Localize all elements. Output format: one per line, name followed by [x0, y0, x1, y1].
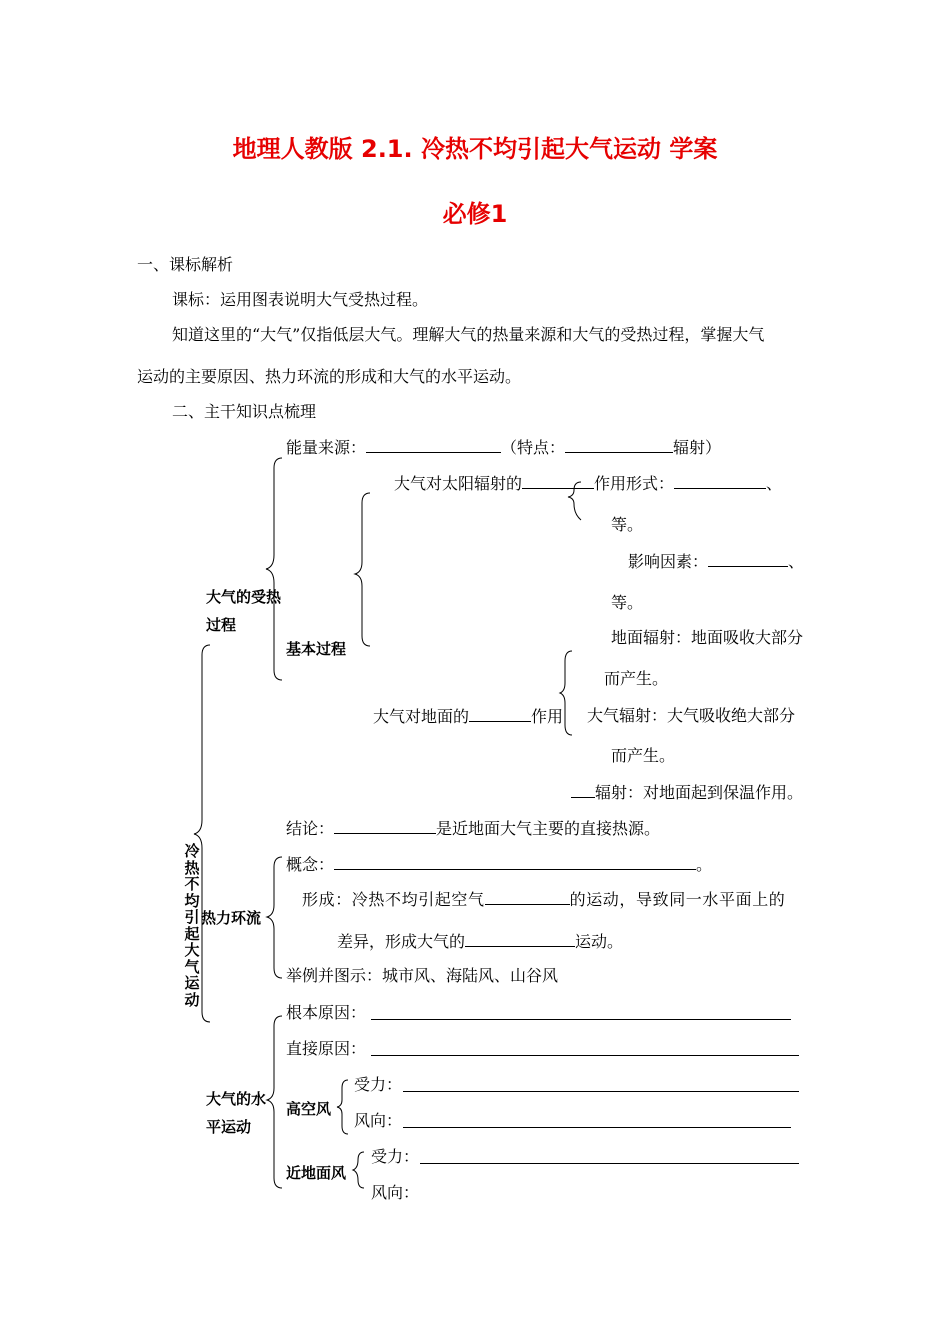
section-heading-1: 一、课标解析: [137, 255, 234, 274]
root-label: 冷热不均引起大气运动: [184, 842, 200, 1009]
formation-suffix: 的运动，导致同一水平面上的: [569, 890, 786, 909]
direct-cause-label: 直接原因：: [286, 1039, 367, 1058]
energy-feature-suffix: 辐射）: [673, 438, 722, 457]
curriculum-standard: 课标：运用图表说明大气受热过程。: [172, 290, 429, 309]
horizontal-label: 大气的水平运动: [206, 1090, 267, 1136]
brace-surface-wind: [353, 1152, 364, 1188]
formation-prefix: 形成：冷热不均引起空气: [302, 890, 485, 909]
concept-suffix: 。: [696, 855, 713, 874]
ground-effect-blank[interactable]: [469, 706, 531, 722]
surface-wind-label: 近地面风: [286, 1164, 347, 1182]
concept-line: [286, 854, 712, 875]
circulation-label: 热力环流: [201, 909, 262, 927]
solar-form-comma: 、: [766, 474, 783, 493]
conclusion-line: [286, 818, 660, 839]
solar-effect-suffix: 作用形式：: [594, 474, 675, 493]
section-heading-2: 二、主干知识点梳理: [172, 402, 317, 421]
upper-direction-blank[interactable]: [403, 1127, 791, 1128]
intro-paragraph-line1: 知道这里的“大气”仅指低层大气。理解大气的热量来源和大气的受热过程，掌握大气: [172, 325, 765, 344]
atmo-radiation-line1: 大气辐射：大气吸收绝大部分: [587, 706, 796, 725]
difference-blank[interactable]: [465, 931, 575, 947]
ground-radiation-line2: 而产生。: [604, 669, 669, 688]
difference-prefix: 差异，形成大气的: [337, 932, 466, 951]
factors-line: [628, 551, 804, 572]
upper-force-blank[interactable]: [403, 1091, 799, 1092]
counter-radiation-text: 辐射：对地面起到保温作用。: [595, 783, 804, 802]
basic-process-label: 基本过程: [286, 640, 347, 658]
difference-suffix: 运动。: [575, 932, 624, 951]
root-cause-label: 根本原因：: [286, 1003, 367, 1022]
page-title-line2: 必修1: [442, 200, 508, 228]
root-cause-blank[interactable]: [371, 1019, 791, 1020]
atmo-radiation-line2: 而产生。: [611, 746, 676, 765]
solar-effect-blank[interactable]: [522, 473, 594, 489]
surface-force-label: 受力：: [371, 1147, 420, 1166]
difference-line: [337, 931, 623, 952]
ground-effect-prefix: 大气对地面的: [373, 707, 470, 726]
heating-label: 大气的受热过程: [206, 588, 282, 634]
solar-effect-line: [394, 473, 782, 494]
energy-feature-prefix: （特点：: [501, 438, 566, 457]
page-title-line1: 地理人教版 2.1. 冷热不均引起大气运动 学案: [232, 135, 718, 163]
examples-line: 举例并图示：城市风、海陆风、山谷风: [286, 966, 559, 985]
counter-radiation-blank[interactable]: [571, 782, 595, 798]
upper-force-label: 受力：: [354, 1075, 403, 1094]
ground-effect-line: [373, 706, 563, 727]
brace-circulation: [267, 857, 282, 978]
intro-paragraph-line2: 运动的主要原因、热力环流的形成和大气的水平运动。: [137, 367, 522, 386]
conclusion-blank[interactable]: [334, 818, 436, 834]
factors-prefix: 影响因素：: [628, 552, 709, 571]
upper-direction-label: 风向：: [354, 1111, 403, 1130]
ground-radiation-line1: 地面辐射：地面吸收大部分: [611, 628, 804, 647]
solar-form-blank[interactable]: [674, 473, 766, 489]
solar-form-etc: 等。: [611, 515, 644, 534]
concept-prefix: 概念：: [286, 855, 335, 874]
brace-basic: [355, 493, 370, 646]
formation-blank[interactable]: [485, 889, 570, 905]
conclusion-suffix: 是近地面大气主要的直接热源。: [436, 819, 661, 838]
solar-effect-prefix: 大气对太阳辐射的: [394, 474, 523, 493]
surface-direction-label: 风向：: [371, 1183, 420, 1202]
direct-cause-blank[interactable]: [371, 1055, 799, 1056]
brace-upper-wind: [337, 1080, 348, 1134]
factors-comma: 、: [788, 552, 805, 571]
upper-wind-label: 高空风: [286, 1100, 332, 1118]
concept-blank[interactable]: [334, 854, 696, 870]
formation-line: [302, 889, 785, 910]
energy-source-blank[interactable]: [366, 437, 501, 453]
energy-source-prefix: 能量来源：: [286, 438, 367, 457]
ground-effect-suffix: 作用: [531, 707, 564, 726]
factors-blank[interactable]: [708, 551, 788, 567]
energy-feature-blank[interactable]: [565, 437, 673, 453]
factors-etc: 等。: [611, 593, 644, 612]
surface-force-blank[interactable]: [420, 1163, 799, 1164]
conclusion-prefix: 结论：: [286, 819, 335, 838]
brace-heating: [266, 458, 282, 680]
energy-source-line: [286, 437, 721, 458]
counter-radiation-line: [571, 782, 803, 803]
